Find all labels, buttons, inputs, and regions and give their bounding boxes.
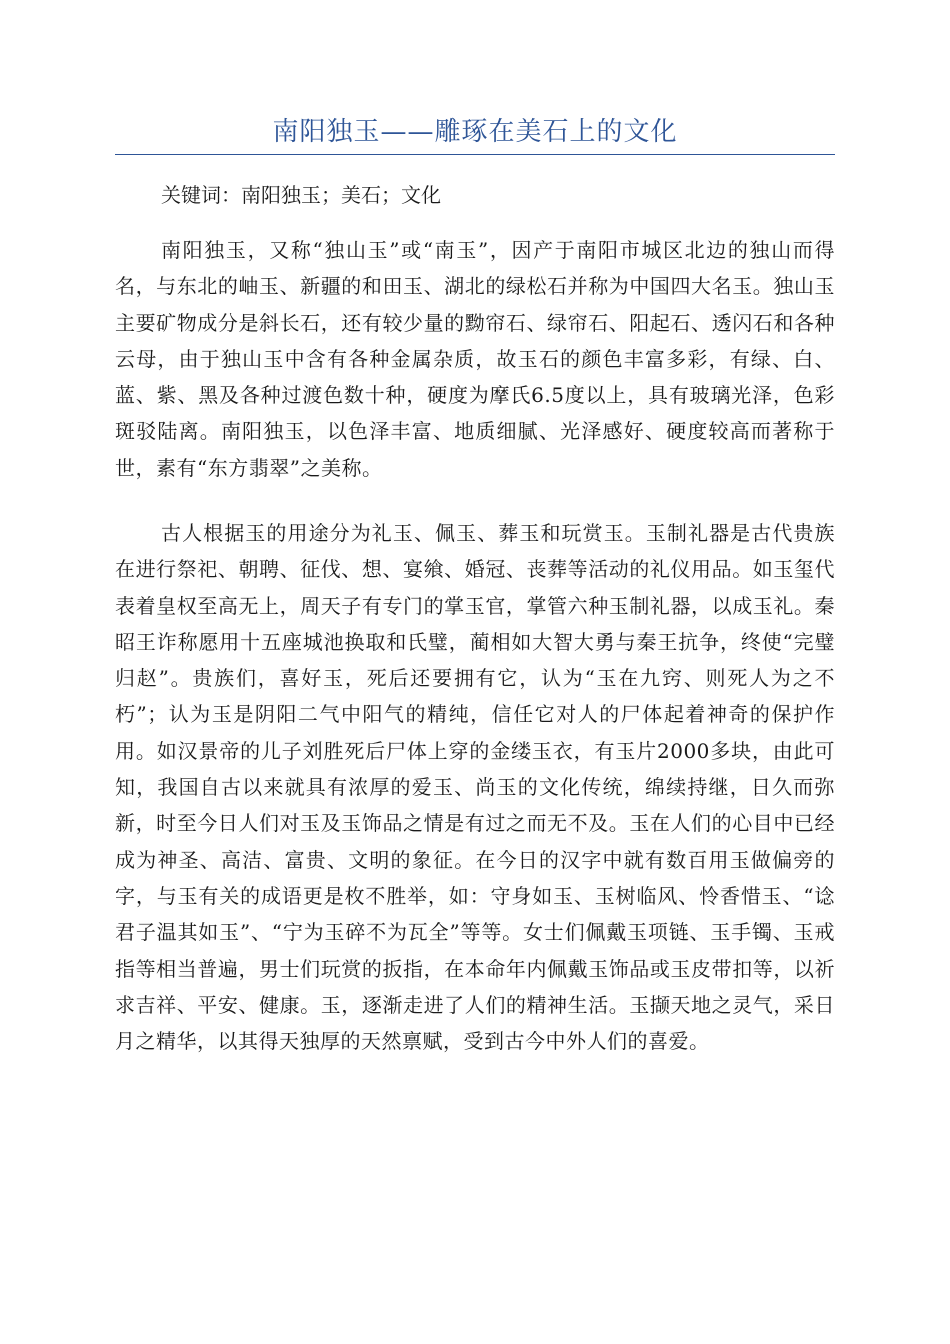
body-paragraph-1: 南阳独玉，又称“独山玉”或“南玉”，因产于南阳市城区北边的独山而得名，与东北的岫玉、新疆的和田玉、湖北的绿松石并称为中国四大名玉。独山玉主要矿物成分是斜长石，还有较少量的黝帘石、绿帘石、阳起石、透闪石和各种云母，由于独山玉中含有各种金属杂质，故玉石的颜色丰富多彩，有绿、白、蓝、紫、黑及各种过渡色数十种，硬度为摩氏6.5度以上，具有玻璃光泽，色彩斑驳陆离。南阳独玉，以色泽丰富、地质细腻、光泽感好、硬度较高而著称于世，素有“东方翡翠”之美称。 xyxy=(115,238,835,480)
body-paragraph-2: 古人根据玉的用途分为礼玉、佩玉、葬玉和玩赏玉。玉制礼器是古代贵族在进行祭祀、朝聘、征伐、想、宴飨、婚冠、丧葬等活动的礼仪用品。如玉玺代表着皇权至高无上，周天子有专门的掌玉官，掌管六种玉制礼器，以成玉礼。秦昭王诈称愿用十五座城池换取和氏璧，蔺相如大智大勇与秦王抗争，终使“完璧归赵”。贵族们，喜好玉，死后还要拥有它，认为“玉在九窍、则死人为之不朽”；认为玉是阴阳二气中阳气的精纯，信任它对人的尸体起着神奇的保护作用。如汉景帝的儿子刘胜死后尸体上穿的金缕玉衣，有玉片2000多块，由此可知，我国自古以来就具有浓厚的爱玉、尚玉的文化传统，绵续持继，日久而弥新，时至今日人们对玉及玉饰品之情是有过之而无不及。玉在人们的心目中已经成为神圣、高洁、富贵、文明的象征。在今日的汉字中就有数百用玉做偏旁的字，与玉有关的成语更是枚不胜举，如：守身如玉、玉树临风、怜香惜玉、“谂君子温其如玉”、“宁为玉碎不为瓦全”等等。女士们佩戴玉项链、玉手镯、玉戒指等相当普遍，男士们玩赏的扳指，在本命年内佩戴玉饰品或玉皮带扣等，以祈求吉祥、平安、健康。玉，逐渐走进了人们的精神生活。玉撷天地之灵气，采日月之精华，以其得天独厚的天然禀赋，受到古今中外人们的喜爱。 xyxy=(115,521,835,1054)
keywords-line: 关键词：南阳独玉；美石；文化 xyxy=(161,183,441,207)
title-underline xyxy=(115,154,835,155)
document-title: 南阳独玉——雕琢在美石上的文化 xyxy=(272,117,678,147)
